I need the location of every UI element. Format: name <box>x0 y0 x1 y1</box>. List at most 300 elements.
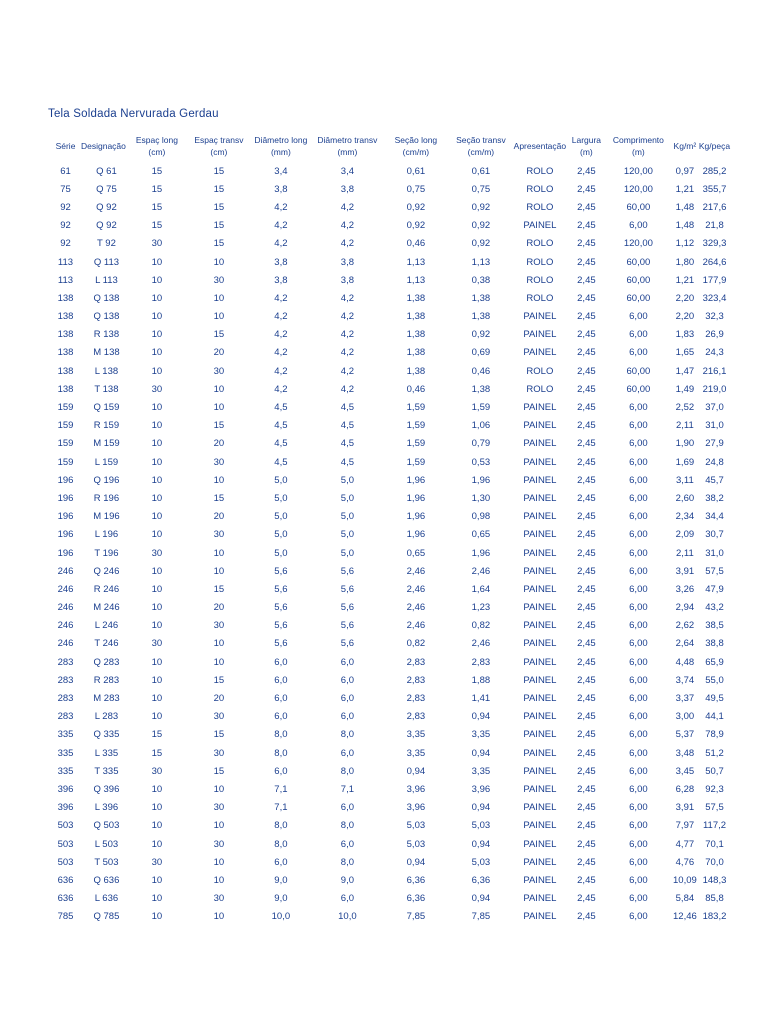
table-cell: 1,59 <box>471 402 491 414</box>
table-cell: 3,35 <box>406 729 426 741</box>
table-row <box>50 908 730 926</box>
table-row <box>50 526 730 544</box>
table-cell: 2,45 <box>577 711 596 723</box>
table-cell: 2,11 <box>675 547 694 559</box>
table-cell: 92 <box>60 238 71 250</box>
table-cell: 10 <box>151 583 163 595</box>
table-row <box>50 580 730 598</box>
table-cell: 636 <box>57 874 74 886</box>
table-cell: 285,2 <box>702 165 727 177</box>
table-cell: 6,00 <box>629 802 648 814</box>
table-cell: 6,00 <box>629 874 648 886</box>
table-cell: 15 <box>213 165 225 177</box>
table-cell: 138 <box>57 329 74 341</box>
table-cell: 2,45 <box>577 547 596 559</box>
table-cell: 217,6 <box>702 201 727 213</box>
table-cell: 0,82 <box>406 638 426 650</box>
table-cell: Q 92 <box>96 220 117 232</box>
column-header <box>699 130 730 162</box>
table-cell: PAINEL <box>523 547 557 559</box>
table-cell: 6,00 <box>629 620 648 632</box>
table-cell: PAINEL <box>523 874 557 886</box>
table-cell: 2,45 <box>577 856 596 868</box>
table-cell: 9,0 <box>340 874 354 886</box>
table-cell: 4,2 <box>274 365 288 377</box>
table-cell: 10 <box>151 711 163 723</box>
table-cell: Q 196 <box>93 474 120 486</box>
table-cell: 5,6 <box>340 602 354 614</box>
table-cell: 246 <box>57 620 74 632</box>
table-cell: 283 <box>57 693 74 705</box>
table-cell: 1,38 <box>406 311 426 323</box>
table-cell: 55,0 <box>705 674 724 686</box>
table-cell: 0,61 <box>406 165 426 177</box>
table-cell: 6,00 <box>629 492 648 504</box>
table-cell: 5,0 <box>340 492 354 504</box>
table-cell: R 246 <box>93 583 120 595</box>
table-cell: 10 <box>151 656 163 668</box>
table-cell: 27,9 <box>705 438 724 450</box>
table-cell: PAINEL <box>523 747 557 759</box>
table-cell: PAINEL <box>523 347 557 359</box>
table-cell: ROLO <box>526 256 554 268</box>
table-cell: 4,5 <box>340 420 354 432</box>
table-cell: 10 <box>213 311 225 323</box>
table-cell: 30 <box>213 365 225 377</box>
table-cell: PAINEL <box>523 856 557 868</box>
table-cell: 2,45 <box>577 838 596 850</box>
table-cell: 10 <box>151 565 163 577</box>
table-cell: 1,13 <box>406 256 426 268</box>
table-cell: 283 <box>57 711 74 723</box>
table-cell: 0,92 <box>471 201 491 213</box>
table-cell: 51,2 <box>705 747 724 759</box>
table-cell: 6,0 <box>340 838 354 850</box>
table-cell: 196 <box>57 492 74 504</box>
table-cell: PAINEL <box>523 674 557 686</box>
table-cell: 5,6 <box>274 638 288 650</box>
table-cell: 2,45 <box>577 602 596 614</box>
table-cell: 4,2 <box>274 292 288 304</box>
table-cell: 183,2 <box>702 911 727 923</box>
table-cell: Q 92 <box>96 201 117 213</box>
table-cell: 329,3 <box>702 238 727 250</box>
table-cell: 2,45 <box>577 292 596 304</box>
table-cell: 9,0 <box>274 893 288 905</box>
table-cell: 60,00 <box>626 256 651 268</box>
table-cell: 78,9 <box>705 729 724 741</box>
table-cell: 15 <box>213 238 225 250</box>
table-cell: 335 <box>57 747 74 759</box>
column-header-line: Comprimento <box>612 135 664 145</box>
table-cell: 264,6 <box>702 256 727 268</box>
table-cell: L 138 <box>94 365 119 377</box>
table-cell: 3,8 <box>340 183 354 195</box>
column-header <box>126 130 188 162</box>
table-cell: 31,0 <box>705 547 724 559</box>
table-cell: 177,9 <box>702 274 727 286</box>
column-header <box>449 130 513 162</box>
table-row <box>50 453 730 471</box>
table-cell: 15 <box>213 420 225 432</box>
table-cell: 10 <box>213 820 225 832</box>
table-cell: 2,46 <box>406 620 426 632</box>
table-cell: 2,45 <box>577 238 596 250</box>
table-cell: 21,8 <box>705 220 724 232</box>
table-cell: 1,59 <box>406 402 426 414</box>
table-cell: 6,00 <box>629 420 648 432</box>
table-cell: 5,0 <box>274 511 288 523</box>
table-cell: 20 <box>213 347 225 359</box>
table-row <box>50 471 730 489</box>
table-cell: 5,84 <box>675 893 695 905</box>
table-cell: T 503 <box>94 856 119 868</box>
table-cell: 85,8 <box>705 893 724 905</box>
table-cell: 5,6 <box>274 620 288 632</box>
table-cell: 4,5 <box>274 438 288 450</box>
table-cell: 1,21 <box>675 274 695 286</box>
table-cell: Q 335 <box>93 729 120 741</box>
table-cell: 30 <box>151 383 163 395</box>
table-row <box>50 853 730 871</box>
table-cell: 0,65 <box>406 547 426 559</box>
table-cell: 15 <box>151 201 163 213</box>
table-cell: 4,76 <box>675 856 695 868</box>
table-cell: 2,45 <box>577 329 596 341</box>
table-cell: 5,37 <box>675 729 695 741</box>
table-cell: 75 <box>60 183 71 195</box>
table-cell: 60,00 <box>626 383 651 395</box>
table-cell: 30 <box>213 893 225 905</box>
table-cell: 15 <box>151 183 163 195</box>
table-cell: 246 <box>57 583 74 595</box>
column-header <box>250 130 312 162</box>
table-cell: 1,69 <box>675 456 695 468</box>
table-cell: 2,45 <box>577 783 596 795</box>
table-cell: 2,45 <box>577 311 596 323</box>
column-header-line: Seção long <box>394 135 438 145</box>
table-cell: 1,38 <box>406 292 426 304</box>
table-cell: 2,11 <box>675 420 694 432</box>
table-row <box>50 890 730 908</box>
table-cell: 6,00 <box>629 783 648 795</box>
table-cell: 2,45 <box>577 474 596 486</box>
column-header-line: Série <box>55 141 76 151</box>
table-header-row <box>50 130 730 162</box>
table-cell: 30 <box>213 747 225 759</box>
table-cell: 138 <box>57 292 74 304</box>
table-cell: 30 <box>213 838 225 850</box>
table-cell: 30 <box>213 802 225 814</box>
table-cell: 4,2 <box>340 365 354 377</box>
table-row <box>50 217 730 235</box>
table-cell: 30 <box>151 238 163 250</box>
table-cell: PAINEL <box>523 420 557 432</box>
table-cell: 323,4 <box>702 292 727 304</box>
table-cell: 92 <box>60 220 71 232</box>
table-cell: 6,00 <box>629 583 648 595</box>
table-cell: PAINEL <box>523 783 557 795</box>
table-cell: 30 <box>151 547 163 559</box>
table-row <box>50 726 730 744</box>
table-cell: 159 <box>57 402 74 414</box>
table-cell: 6,0 <box>274 693 288 705</box>
table-cell: PAINEL <box>523 638 557 650</box>
table-cell: 10 <box>213 256 225 268</box>
table-cell: 3,00 <box>675 711 695 723</box>
table-cell: 2,45 <box>577 638 596 650</box>
table-cell: Q 61 <box>96 165 117 177</box>
table-cell: 2,45 <box>577 511 596 523</box>
table-cell: ROLO <box>526 201 554 213</box>
table-cell: T 138 <box>94 383 119 395</box>
table-cell: 60,00 <box>626 201 651 213</box>
table-cell: 0,94 <box>471 747 491 759</box>
table-cell: 6,00 <box>629 474 648 486</box>
table-row <box>50 489 730 507</box>
table-cell: 5,6 <box>340 565 354 577</box>
table-row <box>50 617 730 635</box>
table-cell: R 138 <box>93 329 120 341</box>
table-cell: M 159 <box>93 438 120 450</box>
table-cell: 2,45 <box>577 183 596 195</box>
table-cell: 3,74 <box>675 674 695 686</box>
table-cell: 24,8 <box>705 456 724 468</box>
page-title: Tela Soldada Nervurada Gerdau <box>48 108 219 120</box>
table-cell: 57,5 <box>705 565 724 577</box>
table-cell: PAINEL <box>523 693 557 705</box>
table-cell: 138 <box>57 365 74 377</box>
table-cell: T 196 <box>94 547 119 559</box>
column-header-line: Largura <box>571 135 602 145</box>
table-cell: 7,85 <box>406 911 426 923</box>
table-cell: ROLO <box>526 183 554 195</box>
table-cell: 10 <box>151 402 163 414</box>
table-cell: 2,83 <box>471 656 491 668</box>
table-cell: 43,2 <box>705 602 724 614</box>
table-cell: 196 <box>57 474 74 486</box>
table-cell: 1,21 <box>675 183 695 195</box>
table-row <box>50 235 730 253</box>
table-cell: 2,45 <box>577 256 596 268</box>
table-row <box>50 362 730 380</box>
table-cell: 10,0 <box>338 911 357 923</box>
table-cell: 0,97 <box>675 165 695 177</box>
column-header-line: Espaç long <box>135 135 178 145</box>
table-row <box>50 344 730 362</box>
table-cell: 10,0 <box>271 911 291 923</box>
table-cell: 120,00 <box>623 165 653 177</box>
table-cell: 10 <box>151 274 163 286</box>
table-cell: PAINEL <box>523 711 557 723</box>
table-row <box>50 180 730 198</box>
column-header-line: Designação <box>81 141 126 151</box>
table-cell: 8,0 <box>340 765 354 777</box>
table-cell: 159 <box>57 456 74 468</box>
table-cell: 5,03 <box>406 820 426 832</box>
table-cell: 10 <box>213 402 225 414</box>
table-cell: PAINEL <box>523 656 557 668</box>
table-row <box>50 398 730 416</box>
table-cell: 10 <box>213 565 225 577</box>
column-header <box>81 130 126 162</box>
table-cell: 2,52 <box>675 402 695 414</box>
table-cell: 2,45 <box>577 674 596 686</box>
table-cell: 5,6 <box>340 583 354 595</box>
table-cell: 1,90 <box>675 438 695 450</box>
table-row <box>50 708 730 726</box>
table-cell: PAINEL <box>523 838 557 850</box>
table-cell: 15 <box>213 674 225 686</box>
table-cell: 0,46 <box>406 238 426 250</box>
table-cell: 2,45 <box>577 874 596 886</box>
table-cell: PAINEL <box>523 893 557 905</box>
table-cell: 246 <box>57 602 74 614</box>
table-cell: 2,60 <box>675 492 695 504</box>
table-row <box>50 562 730 580</box>
table-cell: Q 138 <box>93 311 120 323</box>
table-cell: 4,2 <box>340 292 354 304</box>
table-cell: 57,5 <box>705 802 724 814</box>
table-cell: Q 636 <box>93 874 120 886</box>
table-cell: 0,94 <box>471 893 491 905</box>
table-cell: 2,45 <box>577 583 596 595</box>
table-cell: 6,0 <box>274 711 288 723</box>
table-cell: 20 <box>213 511 225 523</box>
table-cell: PAINEL <box>523 492 557 504</box>
table-cell: 60,00 <box>626 365 651 377</box>
table-cell: 0,79 <box>471 438 491 450</box>
mesh-spec-table <box>50 130 730 926</box>
table-cell: 6,36 <box>471 874 491 886</box>
table-cell: T 246 <box>94 638 119 650</box>
table-cell: 8,0 <box>274 820 288 832</box>
table-cell: 3,35 <box>471 729 491 741</box>
table-cell: PAINEL <box>523 529 557 541</box>
table-cell: PAINEL <box>523 602 557 614</box>
table-cell: 2,83 <box>406 674 426 686</box>
table-cell: Q 396 <box>93 783 120 795</box>
table-cell: 4,2 <box>340 311 354 323</box>
table-row <box>50 271 730 289</box>
column-header-line: (mm) <box>337 147 358 157</box>
table-cell: 0,94 <box>471 802 491 814</box>
column-header-line: (cm) <box>148 147 166 157</box>
table-cell: 10 <box>213 911 225 923</box>
table-cell: 6,00 <box>629 765 648 777</box>
table-cell: 3,91 <box>675 565 695 577</box>
table-cell: ROLO <box>526 238 554 250</box>
table-cell: Q 75 <box>96 183 117 195</box>
table-cell: 138 <box>57 311 74 323</box>
table-cell: 2,46 <box>406 565 426 577</box>
table-cell: 8,0 <box>274 747 288 759</box>
table-cell: 4,2 <box>340 329 354 341</box>
table-cell: PAINEL <box>523 220 557 232</box>
table-cell: 3,96 <box>406 783 426 795</box>
table-cell: 10 <box>213 874 225 886</box>
table-cell: 4,2 <box>340 201 354 213</box>
table-cell: 4,77 <box>675 838 695 850</box>
table-row <box>50 817 730 835</box>
table-cell: 148,3 <box>702 874 727 886</box>
table-cell: 15 <box>213 220 225 232</box>
table-cell: 3,96 <box>471 783 491 795</box>
table-cell: 5,6 <box>274 602 288 614</box>
table-cell: ROLO <box>526 383 554 395</box>
table-cell: 5,03 <box>471 856 491 868</box>
table-row <box>50 744 730 762</box>
table-cell: 0,94 <box>471 711 491 723</box>
table-cell: 3,96 <box>406 802 426 814</box>
table-cell: 12,46 <box>673 911 697 923</box>
table-cell: 4,48 <box>675 656 695 668</box>
table-cell: 2,45 <box>577 729 596 741</box>
table-cell: 0,94 <box>406 856 426 868</box>
table-cell: M 246 <box>93 602 120 614</box>
column-header <box>513 130 567 162</box>
table-cell: 159 <box>57 420 74 432</box>
table-cell: 1,88 <box>471 674 491 686</box>
table-cell: 2,83 <box>406 656 426 668</box>
table-cell: 60,00 <box>626 292 651 304</box>
table-cell: 3,91 <box>675 802 695 814</box>
table-cell: 113 <box>57 256 74 268</box>
table-cell: 2,20 <box>675 292 695 304</box>
table-cell: 15 <box>151 220 163 232</box>
table-cell: 10 <box>151 492 163 504</box>
table-cell: 5,0 <box>274 547 288 559</box>
table-cell: 38,8 <box>705 638 724 650</box>
table-cell: 24,3 <box>705 347 724 359</box>
table-cell: 30 <box>213 620 225 632</box>
table-cell: 4,5 <box>340 402 354 414</box>
table-cell: 15 <box>213 201 225 213</box>
table-cell: 5,03 <box>406 838 426 850</box>
table-cell: 10 <box>151 529 163 541</box>
table-cell: 92,3 <box>705 783 724 795</box>
column-header-line: Kg/peça <box>698 141 731 151</box>
column-header <box>50 130 81 162</box>
table-cell: 15 <box>213 492 225 504</box>
table-cell: 0,46 <box>406 383 426 395</box>
column-header-line: (m) <box>580 147 593 157</box>
table-cell: 6,28 <box>675 783 695 795</box>
table-cell: 2,45 <box>577 656 596 668</box>
table-row <box>50 544 730 562</box>
table-cell: M 283 <box>93 693 120 705</box>
table-cell: 61 <box>60 165 71 177</box>
table-cell: 2,45 <box>577 383 596 395</box>
table-row <box>50 653 730 671</box>
table-cell: 2,45 <box>577 620 596 632</box>
table-cell: 38,5 <box>705 620 724 632</box>
table-cell: 92 <box>60 201 71 213</box>
table-cell: PAINEL <box>523 329 557 341</box>
table-cell: 8,0 <box>340 820 354 832</box>
table-cell: 1,80 <box>675 256 695 268</box>
table-cell: 70,1 <box>705 838 724 850</box>
table-row <box>50 762 730 780</box>
table-cell: 2,45 <box>577 165 596 177</box>
table-row <box>50 198 730 216</box>
column-header-line: (mm) <box>270 147 291 157</box>
column-header-line: Diâmetro long <box>254 135 308 145</box>
table-cell: 246 <box>57 565 74 577</box>
table-cell: 10 <box>151 329 163 341</box>
table-cell: 3,4 <box>274 165 288 177</box>
table-cell: T 335 <box>94 765 119 777</box>
